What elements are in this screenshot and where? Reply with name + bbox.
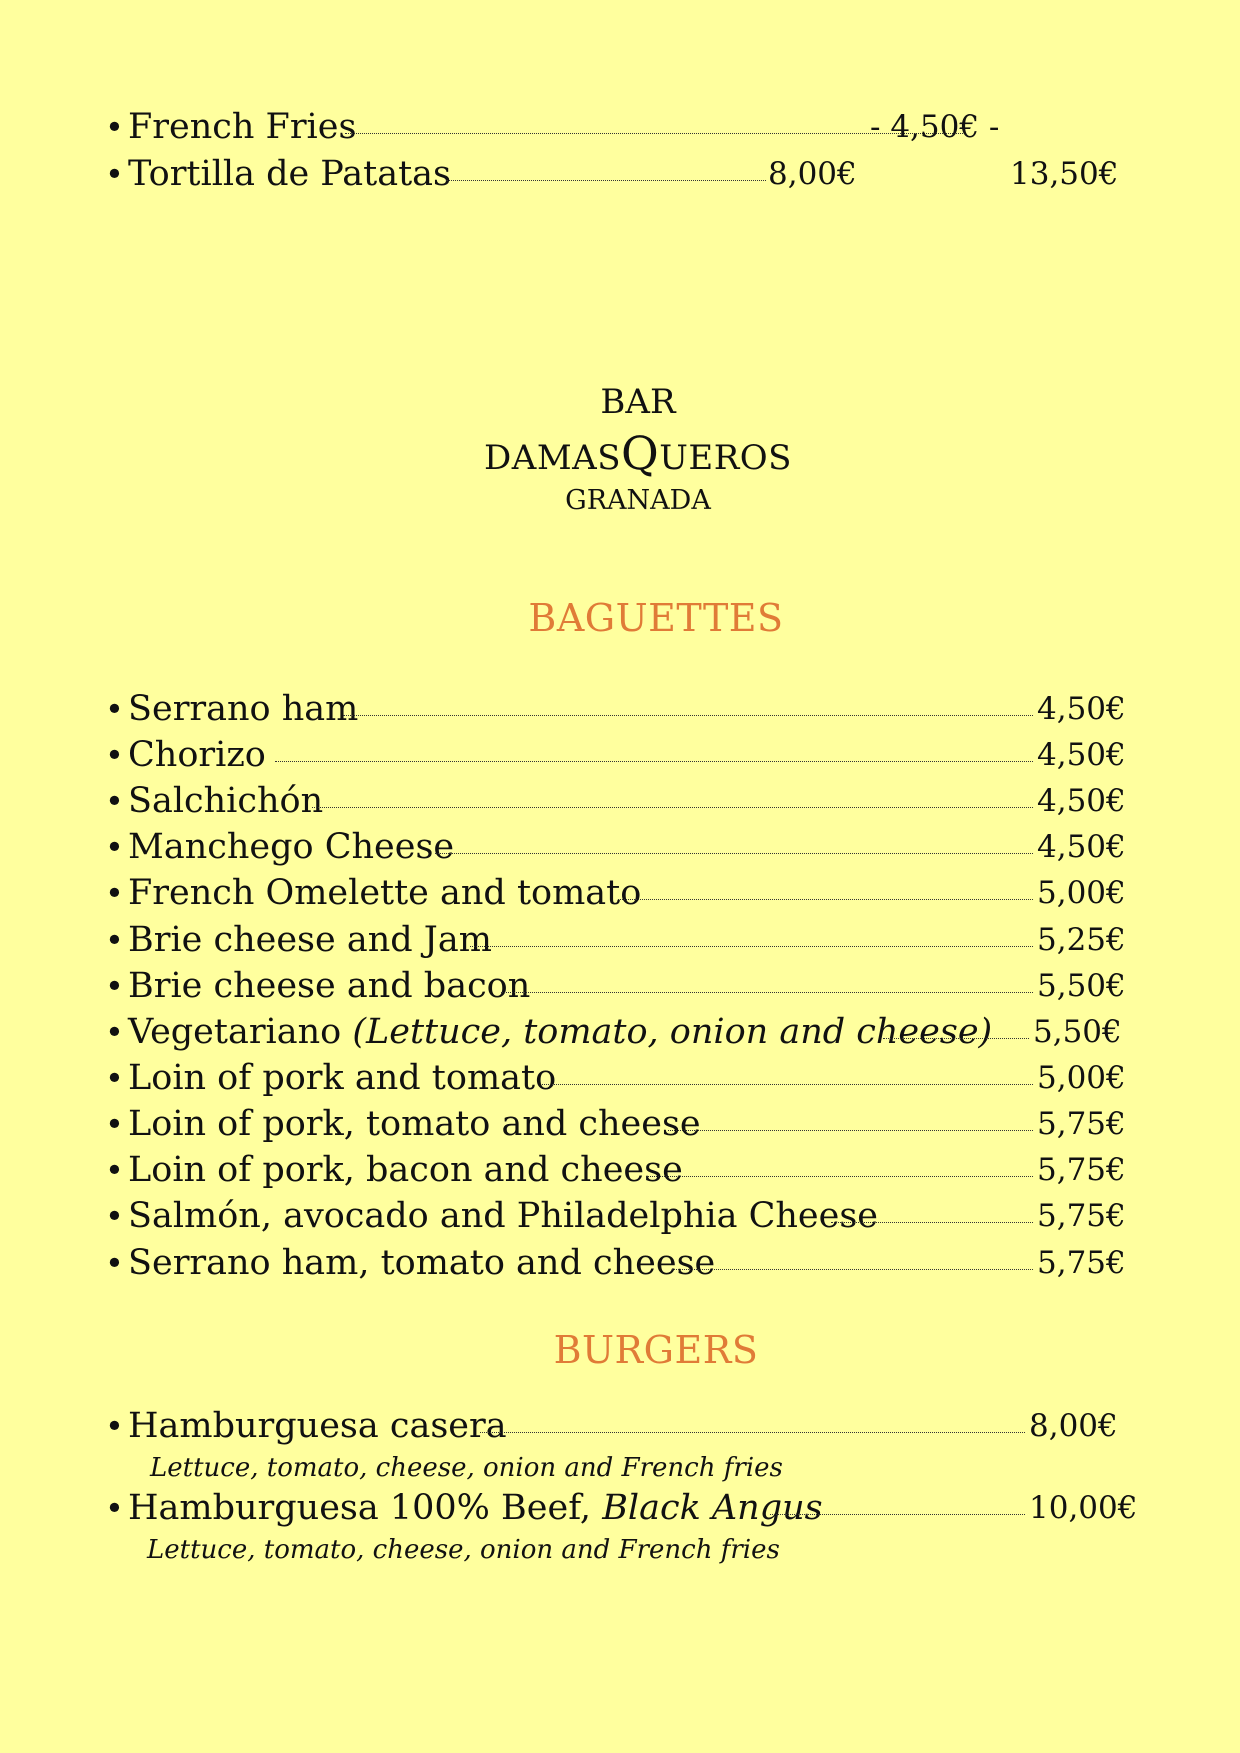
dotted-leader (618, 899, 1033, 900)
bullet-icon: • (105, 736, 124, 774)
item-name (128, 1485, 823, 1531)
item-price: 5,25€ (1037, 922, 1126, 958)
dotted-leader (831, 1222, 1033, 1223)
header-bar-name (36, 428, 1240, 483)
menu-item (105, 686, 1135, 732)
menu-item (105, 1009, 1135, 1055)
header-city: GRANADA (565, 485, 711, 516)
bullet-icon: • (105, 155, 124, 193)
item-description: (Lettuce, tomato, onion and cheese) (352, 1012, 993, 1052)
item-price: - 4,50€ - (870, 109, 1000, 145)
header-name-part-2: UEROS (659, 438, 792, 478)
item-name: Loin of pork and tomato (128, 1058, 557, 1098)
bar-header (0, 378, 1240, 519)
header-name-q: Q (621, 426, 660, 480)
item-price-small: 8,00€ (768, 156, 857, 192)
bullet-icon: • (105, 874, 124, 912)
menu-item (105, 1240, 1135, 1286)
bullet-icon: • (105, 1407, 124, 1445)
bullet-icon: • (105, 1244, 124, 1282)
item-price: 4,50€ (1037, 737, 1126, 773)
item-price: 5,00€ (1037, 875, 1126, 911)
item-name (128, 1009, 992, 1055)
menu-item (105, 963, 1135, 1009)
item-name-text: Vegetariano (128, 1012, 342, 1052)
dotted-leader (668, 1130, 1033, 1131)
item-name: Serrano ham, tomato and cheese (128, 1243, 716, 1283)
item-price: 5,75€ (1037, 1245, 1126, 1281)
item-price: 5,75€ (1037, 1106, 1126, 1142)
menu-item (105, 778, 1135, 824)
menu-item (105, 1101, 1135, 1147)
item-name: Brie cheese and Jam (128, 920, 492, 960)
dotted-leader (343, 715, 1033, 716)
menu-item-burger (105, 1485, 1138, 1531)
item-name: French Fries (128, 107, 357, 147)
bullet-icon: • (105, 828, 124, 866)
item-price: 5,50€ (1033, 1014, 1122, 1050)
dotted-leader (470, 946, 1033, 947)
bullet-icon: • (105, 1197, 124, 1235)
item-name: Chorizo (128, 735, 266, 775)
item-price: 5,50€ (1037, 968, 1126, 1004)
bullet-icon: • (105, 1013, 124, 1051)
item-name: Salchichón (128, 781, 324, 821)
item-note: Lettuce, tomato, cheese, onion and French fries (147, 1535, 780, 1565)
dotted-leader (446, 180, 766, 181)
dotted-leader (435, 853, 1033, 854)
dotted-leader (480, 1432, 1025, 1433)
menu-item-burger (105, 1403, 1135, 1449)
menu-item (105, 1193, 1135, 1239)
bullet-icon: • (105, 967, 124, 1005)
item-price-large: 13,50€ (1010, 156, 1119, 192)
dotted-leader (770, 1514, 1025, 1515)
item-price: 4,50€ (1037, 691, 1126, 727)
header-bar-label: BAR (600, 382, 676, 422)
bullet-icon: • (105, 690, 124, 728)
dotted-leader (883, 1038, 1029, 1039)
item-name-text: Hamburguesa 100% Beef, (128, 1488, 592, 1528)
menu-item (105, 870, 1135, 916)
item-price: 8,00€ (1029, 1408, 1118, 1444)
item-name: Hamburguesa casera (128, 1406, 507, 1446)
menu-item (105, 1147, 1135, 1193)
item-price: 10,00€ (1029, 1490, 1138, 1526)
dotted-leader (501, 992, 1033, 993)
item-name: Serrano ham (128, 689, 359, 729)
section-title-burgers: BURGERS (553, 1328, 759, 1372)
menu-item (105, 732, 1135, 778)
menu-item-french-fries (105, 104, 1025, 150)
dotted-leader (312, 807, 1033, 808)
item-name-italic: Black Angus (602, 1488, 823, 1528)
menu-item (105, 824, 1135, 870)
bullet-icon: • (105, 108, 124, 146)
item-name: Brie cheese and bacon (128, 966, 531, 1006)
section-title-baguettes: BAGUETTES (528, 596, 784, 640)
bullet-icon: • (105, 1489, 124, 1527)
item-name: Loin of pork, bacon and cheese (128, 1150, 683, 1190)
dotted-leader (275, 761, 1033, 762)
bullet-icon: • (105, 1105, 124, 1143)
item-price: 4,50€ (1037, 829, 1126, 865)
bullet-icon: • (105, 1151, 124, 1189)
item-name: Loin of pork, tomato and cheese (128, 1104, 701, 1144)
bullet-icon: • (105, 1059, 124, 1097)
dotted-leader (542, 1084, 1033, 1085)
bullet-icon: • (105, 782, 124, 820)
header-name-part-1: DAMAS (484, 438, 621, 478)
menu-item (105, 1055, 1135, 1101)
dotted-leader (647, 1176, 1033, 1177)
item-name: French Omelette and tomato (128, 873, 642, 913)
menu-item-tortilla-de-patatas (105, 151, 1119, 197)
dotted-leader (672, 1269, 1033, 1270)
bullet-icon: • (105, 921, 124, 959)
item-price: 5,75€ (1037, 1198, 1126, 1234)
item-price: 5,75€ (1037, 1152, 1126, 1188)
item-price: 5,00€ (1037, 1060, 1126, 1096)
item-name: Salmón, avocado and Philadelphia Cheese (128, 1196, 879, 1236)
item-note: Lettuce, tomato, cheese, onion and French fries (150, 1453, 783, 1483)
item-name: Tortilla de Patatas (128, 154, 451, 194)
item-name: Manchego Cheese (128, 827, 455, 867)
menu-item (105, 917, 1135, 963)
item-price: 4,50€ (1037, 783, 1126, 819)
